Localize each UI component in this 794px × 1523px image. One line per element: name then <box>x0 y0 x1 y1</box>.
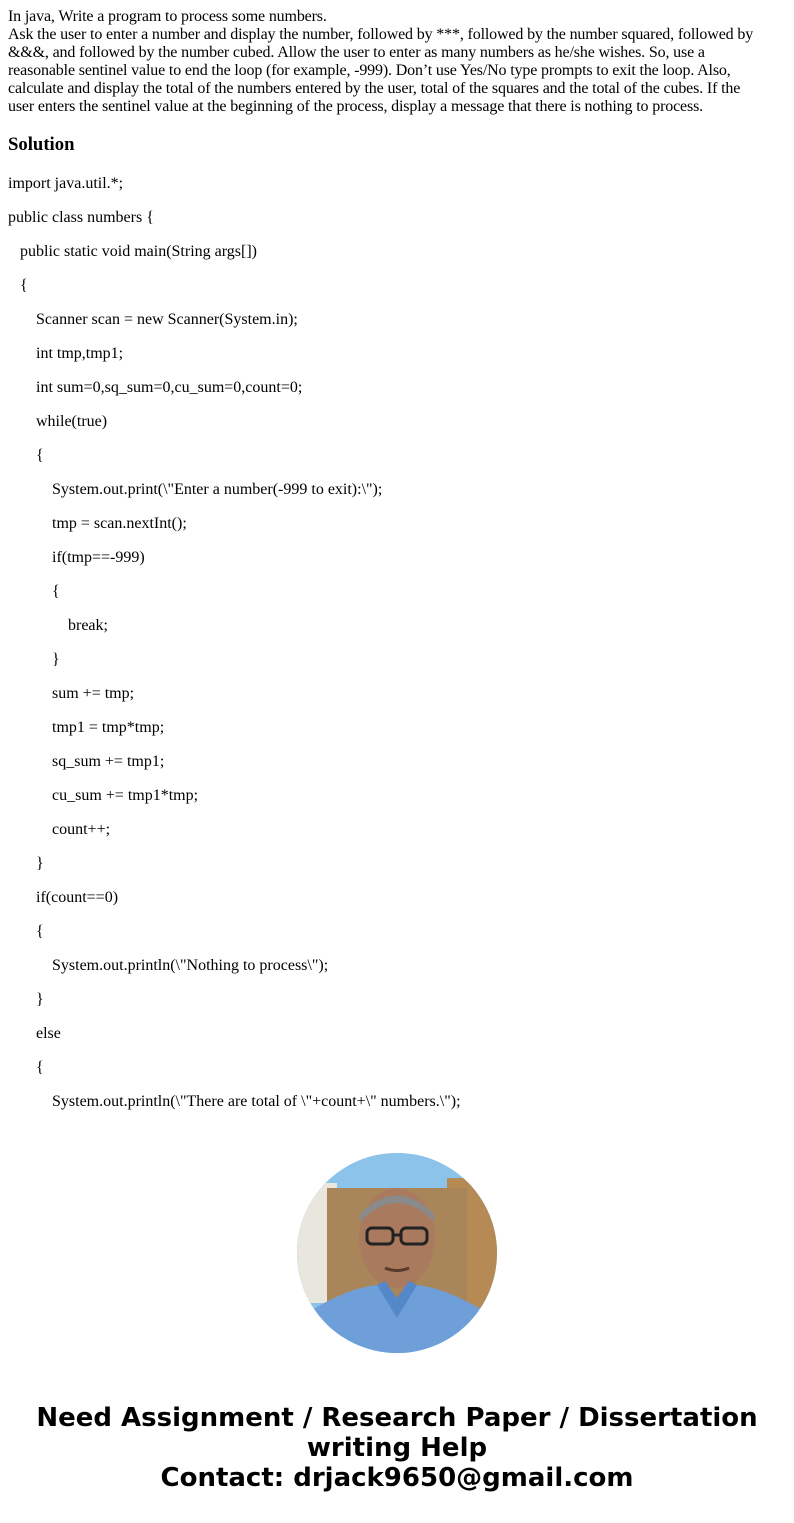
code-line: while(true) <box>36 413 108 430</box>
question-line: &&&, and followed by the number cubed. Allow the user to enter as many numbers as he/she wishes. So, use a <box>8 44 705 61</box>
question-line: user enters the sentinel value at the beginning of the process, display a message that there is nothing to process. <box>8 98 704 115</box>
footer-contact <box>0 1403 794 1493</box>
code-line: { <box>36 1059 44 1076</box>
code-line: public class numbers { <box>8 209 154 226</box>
code-line: { <box>20 277 28 294</box>
code-line: } <box>52 651 60 668</box>
code-line: sq_sum += tmp1; <box>52 753 165 770</box>
footer-line-2: writing Help <box>306 1433 488 1463</box>
code-line: count++; <box>52 821 111 838</box>
question-text <box>8 8 753 116</box>
code-line: int sum=0,sq_sum=0,cu_sum=0,count=0; <box>36 379 303 396</box>
code-line: } <box>36 991 44 1008</box>
code-line: tmp = scan.nextInt(); <box>52 515 187 532</box>
code-line: if(count==0) <box>36 889 119 906</box>
code-line: int tmp,tmp1; <box>36 345 124 362</box>
code-line: cu_sum += tmp1*tmp; <box>52 787 199 804</box>
code-line: tmp1 = tmp*tmp; <box>52 719 165 736</box>
code-line: System.out.println(\"There are total of \"+count+\" numbers.\"); <box>52 1093 461 1110</box>
footer-line-3: Contact: drjack9650@gmail.com <box>160 1463 634 1493</box>
question-line: In java, Write a program to process some numbers. <box>8 8 327 25</box>
code-line: Scanner scan = new Scanner(System.in); <box>36 311 298 328</box>
code-line: if(tmp==-999) <box>52 549 145 566</box>
code-line: System.out.println(\"Nothing to process\"); <box>52 957 329 974</box>
code-line: { <box>36 447 44 464</box>
solution-heading: Solution <box>8 134 75 155</box>
question-line: Ask the user to enter a number and display the number, followed by ***, followed by the number squared, followed by <box>8 26 754 43</box>
question-line: reasonable sentinel value to end the loop (for example, -999). Don’t use Yes/No type prompts to exit the loop. Also, <box>8 62 731 79</box>
code-line: System.out.print(\"Enter a number(-999 to exit):\"); <box>52 481 383 498</box>
code-line: { <box>36 923 44 940</box>
code-solution <box>8 175 461 1127</box>
question-line: calculate and display the total of the numbers entered by the user, total of the squares and the total of the cubes. If the <box>8 80 741 97</box>
code-line: break; <box>68 617 108 634</box>
code-line: else <box>36 1025 61 1042</box>
code-line: import java.util.*; <box>8 175 124 192</box>
code-line: } <box>36 855 44 872</box>
author-photo <box>297 1153 497 1353</box>
code-line: { <box>52 583 60 600</box>
footer-line-1: Need Assignment / Research Paper / Dissertation <box>36 1403 758 1433</box>
code-line: sum += tmp; <box>52 685 135 702</box>
code-line: public static void main(String args[]) <box>20 243 257 260</box>
